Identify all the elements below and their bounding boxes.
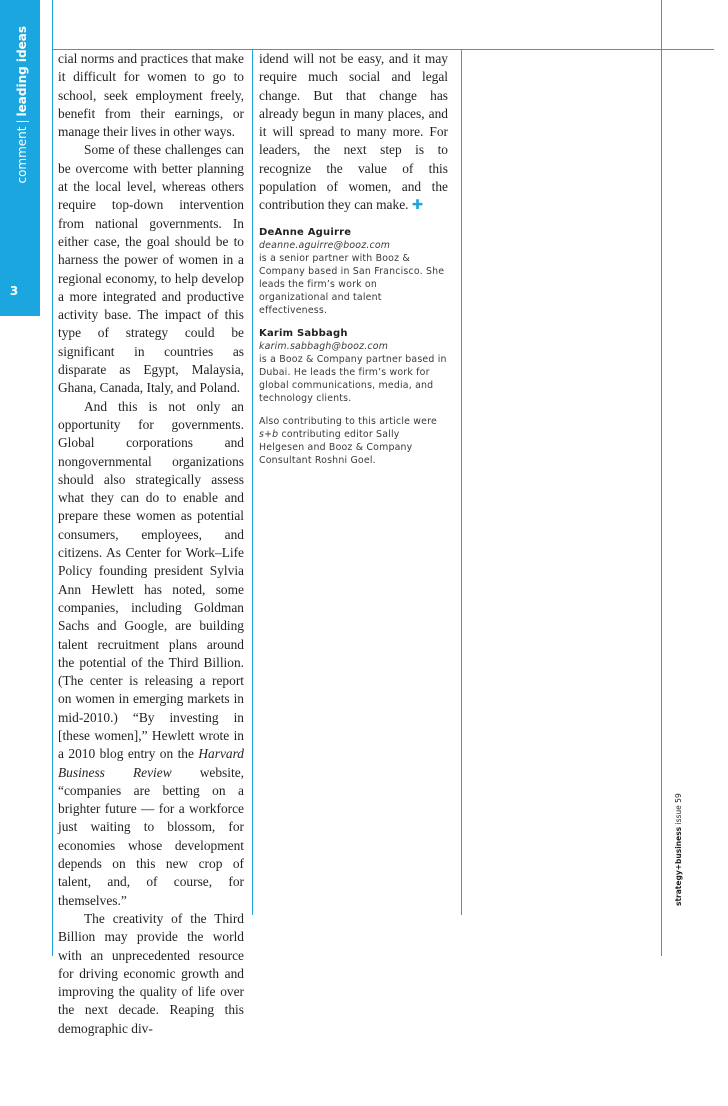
- section-label-separator: |: [15, 119, 29, 124]
- page-number: 3: [9, 284, 19, 298]
- end-mark-icon: ✚: [411, 198, 424, 214]
- note-text: Also contributing to this article were: [259, 415, 437, 427]
- column-rule-2: [461, 49, 462, 915]
- section-label-bold: leading ideas: [15, 26, 29, 117]
- article-column-2: [259, 50, 448, 467]
- paragraph-text: And this is not only an opportunity for governments. Global corporations and nongovernmental organizations should also strategically assess what they can do to enable and prepare these women as potential consumers, employees, and citizens. As Center for Work–Life Policy founding president Sylvia Ann Hewlett has noted, some companies, including Goldman Sachs and Google, are building talent recruitment plans around the potential of the Third Billion. (The center is releasing a report on women in emerging markets in mid-2010.) “By investing in [these women],” Hewlett wrote in a 2010 blog entry on the: [58, 398, 244, 762]
- publication-abbrev: s+b: [259, 428, 279, 440]
- issue-number: issue 59: [674, 793, 683, 825]
- column-rule-left: [52, 0, 53, 956]
- paragraph: The creativity of the Third Billion may provide the world with an unprecedented resource for driving economic growth and improving the quality of life over the next decade. Reaping this demographic div-: [58, 910, 244, 1036]
- publication-name: strategy+business: [674, 826, 683, 906]
- author-email[interactable]: karim.sabbagh@booz.com: [259, 340, 389, 352]
- contributors-note: [259, 415, 448, 467]
- note-text: contributing editor Sally Helgesen and Booz & Company Consultant Roshni Goel.: [259, 428, 413, 466]
- running-footer: [671, 793, 693, 1106]
- author-description: is a senior partner with Booz & Company based in San Francisco. She leads the firm’s work on organizational and talent effectiveness.: [259, 252, 445, 316]
- author-email[interactable]: deanne.aguirre@booz.com: [259, 239, 391, 251]
- paragraph: Some of these challenges can be overcome with better planning at the local level, whereas others require top-down intervention from national governments. In either case, the goal should be to harness the power of women in a regional economy, to help develop a more integrated and productive activity base. The impact of this type of strategy could be significant in countries as disparate as Egypt, Malaysia, Ghana, Canada, Italy, and Poland.: [58, 142, 244, 396]
- publication-title: Harvard Business Review: [58, 746, 244, 780]
- author-bio: [259, 327, 448, 405]
- section-label: [8, 26, 30, 186]
- author-name: Karim Sabbagh: [259, 327, 348, 339]
- paragraph-text: idend will not be easy, and it may require much social and legal change. But that change has already begun in many places, and it will spread to many more. For leaders, the next step is to recognize the value of this population of women, and the contribution they can make.: [259, 51, 448, 213]
- paragraph: [58, 398, 244, 910]
- paragraph: cial norms and practices that make it difficult for women to go to school, seek employment freely, benefit from their earnings, or manage their lives in other ways.: [58, 51, 244, 140]
- article-column-1: [58, 50, 244, 1038]
- author-bio: [259, 226, 448, 317]
- paragraph-text: website, “companies are betting on a brighter future — for a workforce just waiting to blossom, for economies whose development depends on this new crop of talent, and, of course, for themselves.”: [58, 764, 244, 908]
- section-label-light: comment: [15, 126, 29, 184]
- author-name: DeAnne Aguirre: [259, 226, 352, 238]
- author-description: is a Booz & Company partner based in Dubai. He leads the firm’s work for global communications, media, and technology clients.: [259, 353, 447, 404]
- column-rule-right: [661, 0, 662, 956]
- paragraph: [259, 50, 448, 216]
- column-rule-1: [252, 49, 253, 915]
